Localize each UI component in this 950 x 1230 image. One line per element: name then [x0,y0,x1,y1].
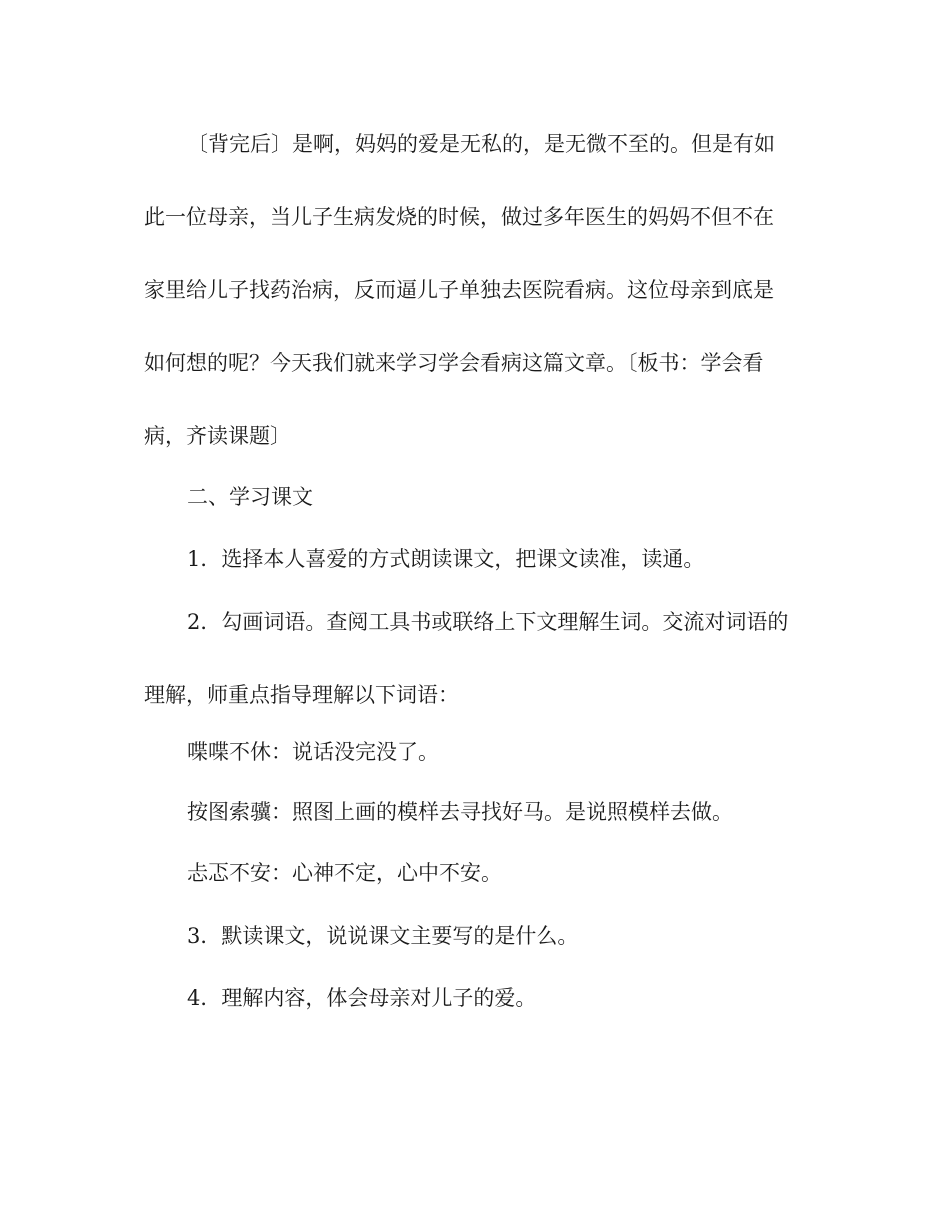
step-2-line-1: 2．勾画词语。查阅工具书或联络上下文理解生词。交流对词语的 [187,610,789,634]
vocab-item-1: 喋喋不休：说话没完没了。 [187,740,439,764]
intro-line-1: 〔背完后〕是啊，妈妈的爱是无私的，是无微不至的。但是有如 [187,132,775,156]
step-4: 4．理解内容，体会母亲对儿子的爱。 [187,986,537,1010]
step-3: 3．默读课文，说说课文主要写的是什么。 [187,924,579,948]
intro-line-3: 家里给儿子找药治病，反而逼儿子单独去医院看病。这位母亲到底是 [144,278,774,302]
vocab-item-2: 按图索骥：照图上画的模样去寻找好马。是说照模样去做。 [187,800,733,824]
intro-line-4: 如何想的呢？今天我们就来学习学会看病这篇文章。〔板书：学会看 [144,351,764,375]
vocab-item-3: 忐忑不安：心神不定，心中不安。 [187,861,502,885]
step-1: 1．选择本人喜爱的方式朗读课文，把课文读准，读通。 [187,547,705,571]
intro-line-5: 病，齐读课题〕 [144,424,291,448]
intro-line-2: 此一位母亲，当儿子生病发烧的时候，做过多年医生的妈妈不但不在 [144,205,774,229]
section-heading: 二、学习课文 [187,485,313,509]
step-2-line-2: 理解，师重点指导理解以下词语： [144,683,459,707]
